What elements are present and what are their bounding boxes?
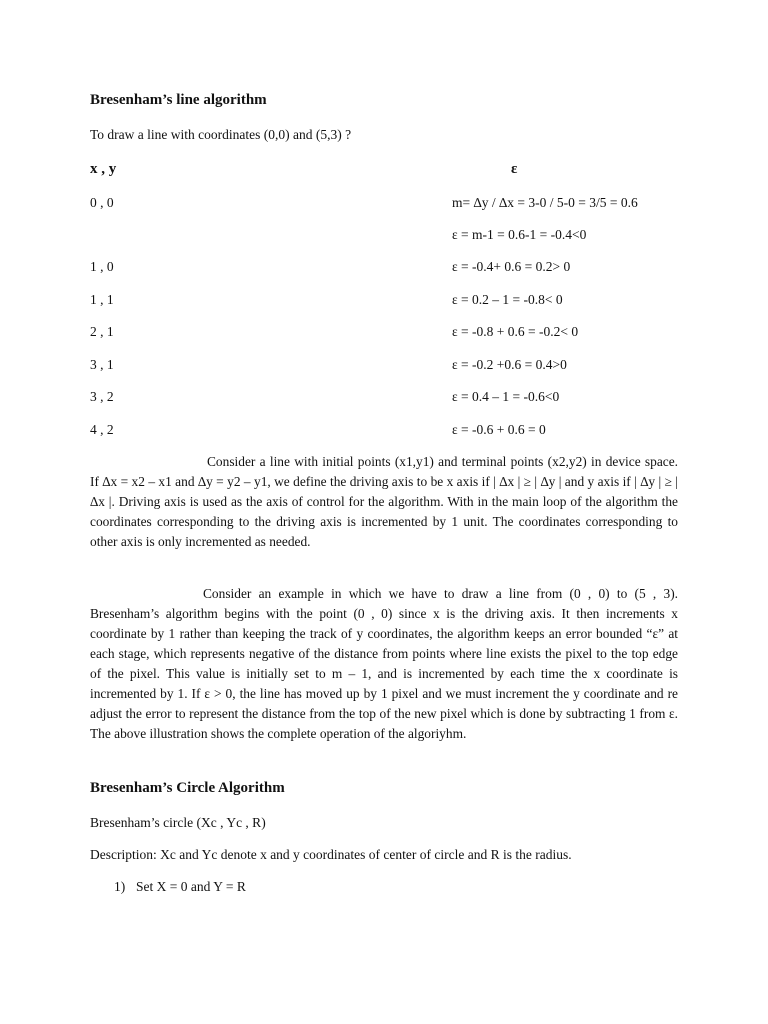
paragraph-text: Consider an example in which we have to draw a line from (0 , 0) to (5 , 3). Bresenham’s algorithm begins with the point (0 , 0) since x is the driving axis. It then increments x coordinate by 1 rather than keeping the track of y coordinates, the algorithm keeps an error bounded “ε” at each stage, which represents negative of the distance from points where line exists the pixel to the top edge of the pixel. This value is initially set to m – 1, and is incremented by each time the x coordinate is incremented by 1. If ε > 0, the line has moved up by 1 pixel and we must increment the y coordinate and re adjust the error to represent the distance from the top of the new pixel which is done by subtracting 1 from ε. The above illustration shows the complete operation of the algoriyhm. (90, 586, 678, 741)
table-header-epsilon: ε (511, 161, 518, 177)
table-row-eps: ε = -0.8 + 0.6 = -0.2< 0 (452, 324, 579, 339)
table-row-xy: 3 , 1 (90, 357, 114, 372)
table-header-xy: x , y (90, 161, 117, 177)
table-row-eps: ε = m-1 = 0.6-1 = -0.4<0 (452, 227, 587, 242)
paragraph-example (90, 584, 678, 744)
list-item (114, 879, 246, 895)
paragraph-driving-axis (90, 452, 678, 552)
table-row-xy: 4 , 2 (90, 422, 114, 437)
list-item-number: 1) (114, 879, 126, 894)
table-row-eps: ε = -0.4+ 0.6 = 0.2> 0 (452, 259, 571, 274)
intro-text: To draw a line with coordinates (0,0) and (5,3) ? (90, 127, 352, 142)
table-row-xy: 2 , 1 (90, 324, 114, 339)
circle-signature: Bresenham’s circle (Xc , Yc , R) (90, 815, 266, 830)
table-row-eps: m= ∆y / ∆x = 3-0 / 5-0 = 3/5 = 0.6 (452, 195, 638, 210)
circle-description: Description: Xc and Yc denote x and y coordinates of center of circle and R is the radius. (90, 847, 572, 862)
section-heading-line-algorithm: Bresenham’s line algorithm (90, 92, 267, 108)
table-row-eps: ε = -0.6 + 0.6 = 0 (452, 422, 546, 437)
list-item-text: Set X = 0 and Y = R (136, 879, 246, 894)
table-row-eps: ε = -0.2 +0.6 = 0.4>0 (452, 357, 567, 372)
table-row-xy: 1 , 0 (90, 259, 114, 274)
table-row-eps: ε = 0.2 – 1 = -0.8< 0 (452, 292, 563, 307)
table-row-eps: ε = 0.4 – 1 = -0.6<0 (452, 389, 560, 404)
table-row-xy: 0 , 0 (90, 195, 114, 210)
table-row-xy: 1 , 1 (90, 292, 114, 307)
section-heading-circle-algorithm: Bresenham’s Circle Algorithm (90, 780, 285, 796)
table-row-xy: 3 , 2 (90, 389, 114, 404)
paragraph-text: Consider a line with initial points (x1,y1) and terminal points (x2,y2) in device space. If ∆x = x2 – x1 and ∆y = y2 – y1, we define the driving axis to be x axis if | ∆x | ≥ | ∆y | and y axis if | ∆y | ≥ | ∆x |. Driving axis is used as the axis of control for the algorithm. With in the main loop of the algorithm the coordinates corresponding to the driving axis is incremented by 1 unit. The coordinates corresponding to other axis is only incremented as needed. (90, 454, 678, 549)
